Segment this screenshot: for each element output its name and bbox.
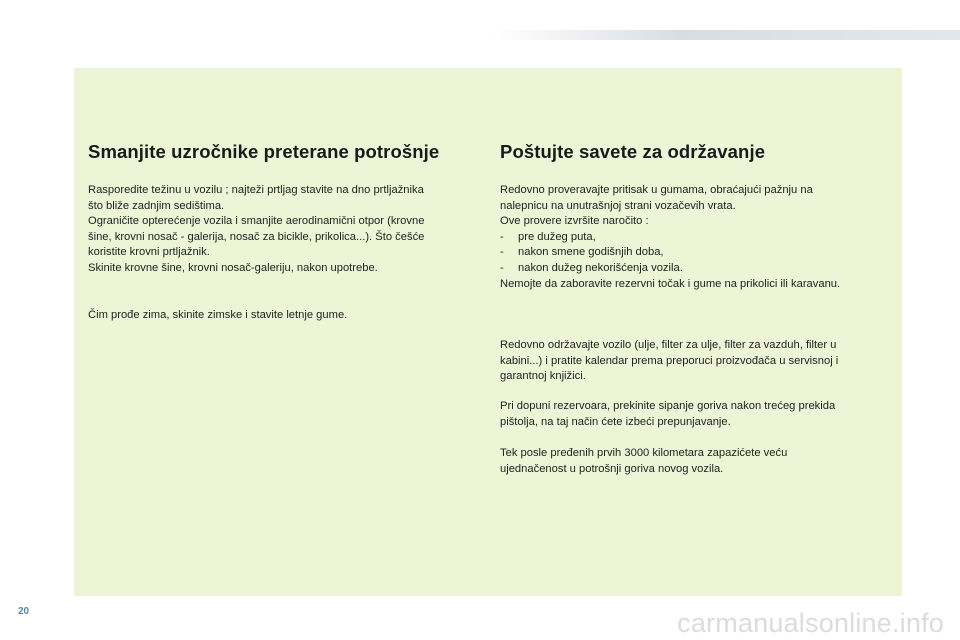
header-decoration-bar xyxy=(492,30,960,40)
spare-wheel-reminder: Nemojte da zaboravite rezervni točak i gume na prikolici ili karavanu. xyxy=(500,277,841,290)
right-column xyxy=(500,141,892,477)
content-panel xyxy=(74,68,902,596)
text-line: Ograničite opterećenje vozila i smanjite aerodinamični otpor (krovne xyxy=(88,215,425,228)
text-line: Skinite krovne šine, krovni nosač-galeriju, nakon upotrebe. xyxy=(88,261,378,274)
right-heading: Poštujte savete za održavanje xyxy=(500,141,766,162)
list-item-text: nakon smene godišnjih doba, xyxy=(518,246,664,259)
tyres-paragraph: Čim prođe zima, skinite zimske i stavite letnje gume. xyxy=(88,308,348,321)
text-line: što bliže zadnjim sedištima. xyxy=(88,199,225,212)
tyre-pressure-paragraph xyxy=(500,183,892,230)
left-column xyxy=(88,141,468,323)
weight-paragraph xyxy=(88,183,468,277)
text-line: Redovno održavajte vozilo (ulje, filter za ulje, filter za vazduh, filter u xyxy=(500,339,837,352)
page-number: 20 xyxy=(18,606,30,617)
refuel-paragraph xyxy=(500,399,892,430)
list-marker: - xyxy=(500,261,504,274)
maintenance-paragraph xyxy=(500,338,892,385)
break-in-paragraph xyxy=(500,446,892,477)
list-item xyxy=(500,245,892,261)
left-heading: Smanjite uzročnike preterane potrošnje xyxy=(88,141,440,162)
text-line: nalepnicu na unutrašnjoj strani vozačevih vrata. xyxy=(500,199,736,212)
text-line: Pri dopuni rezervoara, prekinite sipanje goriva nakon trećeg prekida xyxy=(500,399,836,412)
list-item xyxy=(500,261,892,277)
text-line: koristite krovni prtljažnik. xyxy=(88,246,210,259)
text-line: Tek posle pređenih prvih 3000 kilometara zapazićete veću xyxy=(500,447,788,460)
text-line: Redovno proveravajte pritisak u gumama, obraćajući pažnju na xyxy=(500,184,813,196)
watermark: carmanualsonline.info xyxy=(677,608,944,638)
text-line: šine, krovni nosač - galerija, nosač za bicikle, prikolica...). Što češće xyxy=(88,230,425,243)
text-line: kabini...) i pratite kalendar prema preporuci proizvođača u servisnoj i xyxy=(500,354,839,367)
text-line: Ove provere izvršite naročito : xyxy=(500,215,649,228)
list-marker: - xyxy=(500,246,504,259)
text-line: Rasporedite težinu u vozilu ; najteži prtljag stavite na dno prtljažnika xyxy=(88,184,424,196)
list-item xyxy=(500,230,892,246)
text-line: garantnoj knjižici. xyxy=(500,370,586,383)
text-line: pištolja, na taj način ćete izbeći prepunjavanje. xyxy=(500,415,731,428)
list-item-text: nakon dužeg nekorišćenja vozila. xyxy=(518,261,683,274)
list-item-text: pre dužeg puta, xyxy=(518,230,596,243)
text-line: ujednačenost u potrošnji goriva novog vozila. xyxy=(500,462,724,475)
list-marker: - xyxy=(500,230,504,243)
